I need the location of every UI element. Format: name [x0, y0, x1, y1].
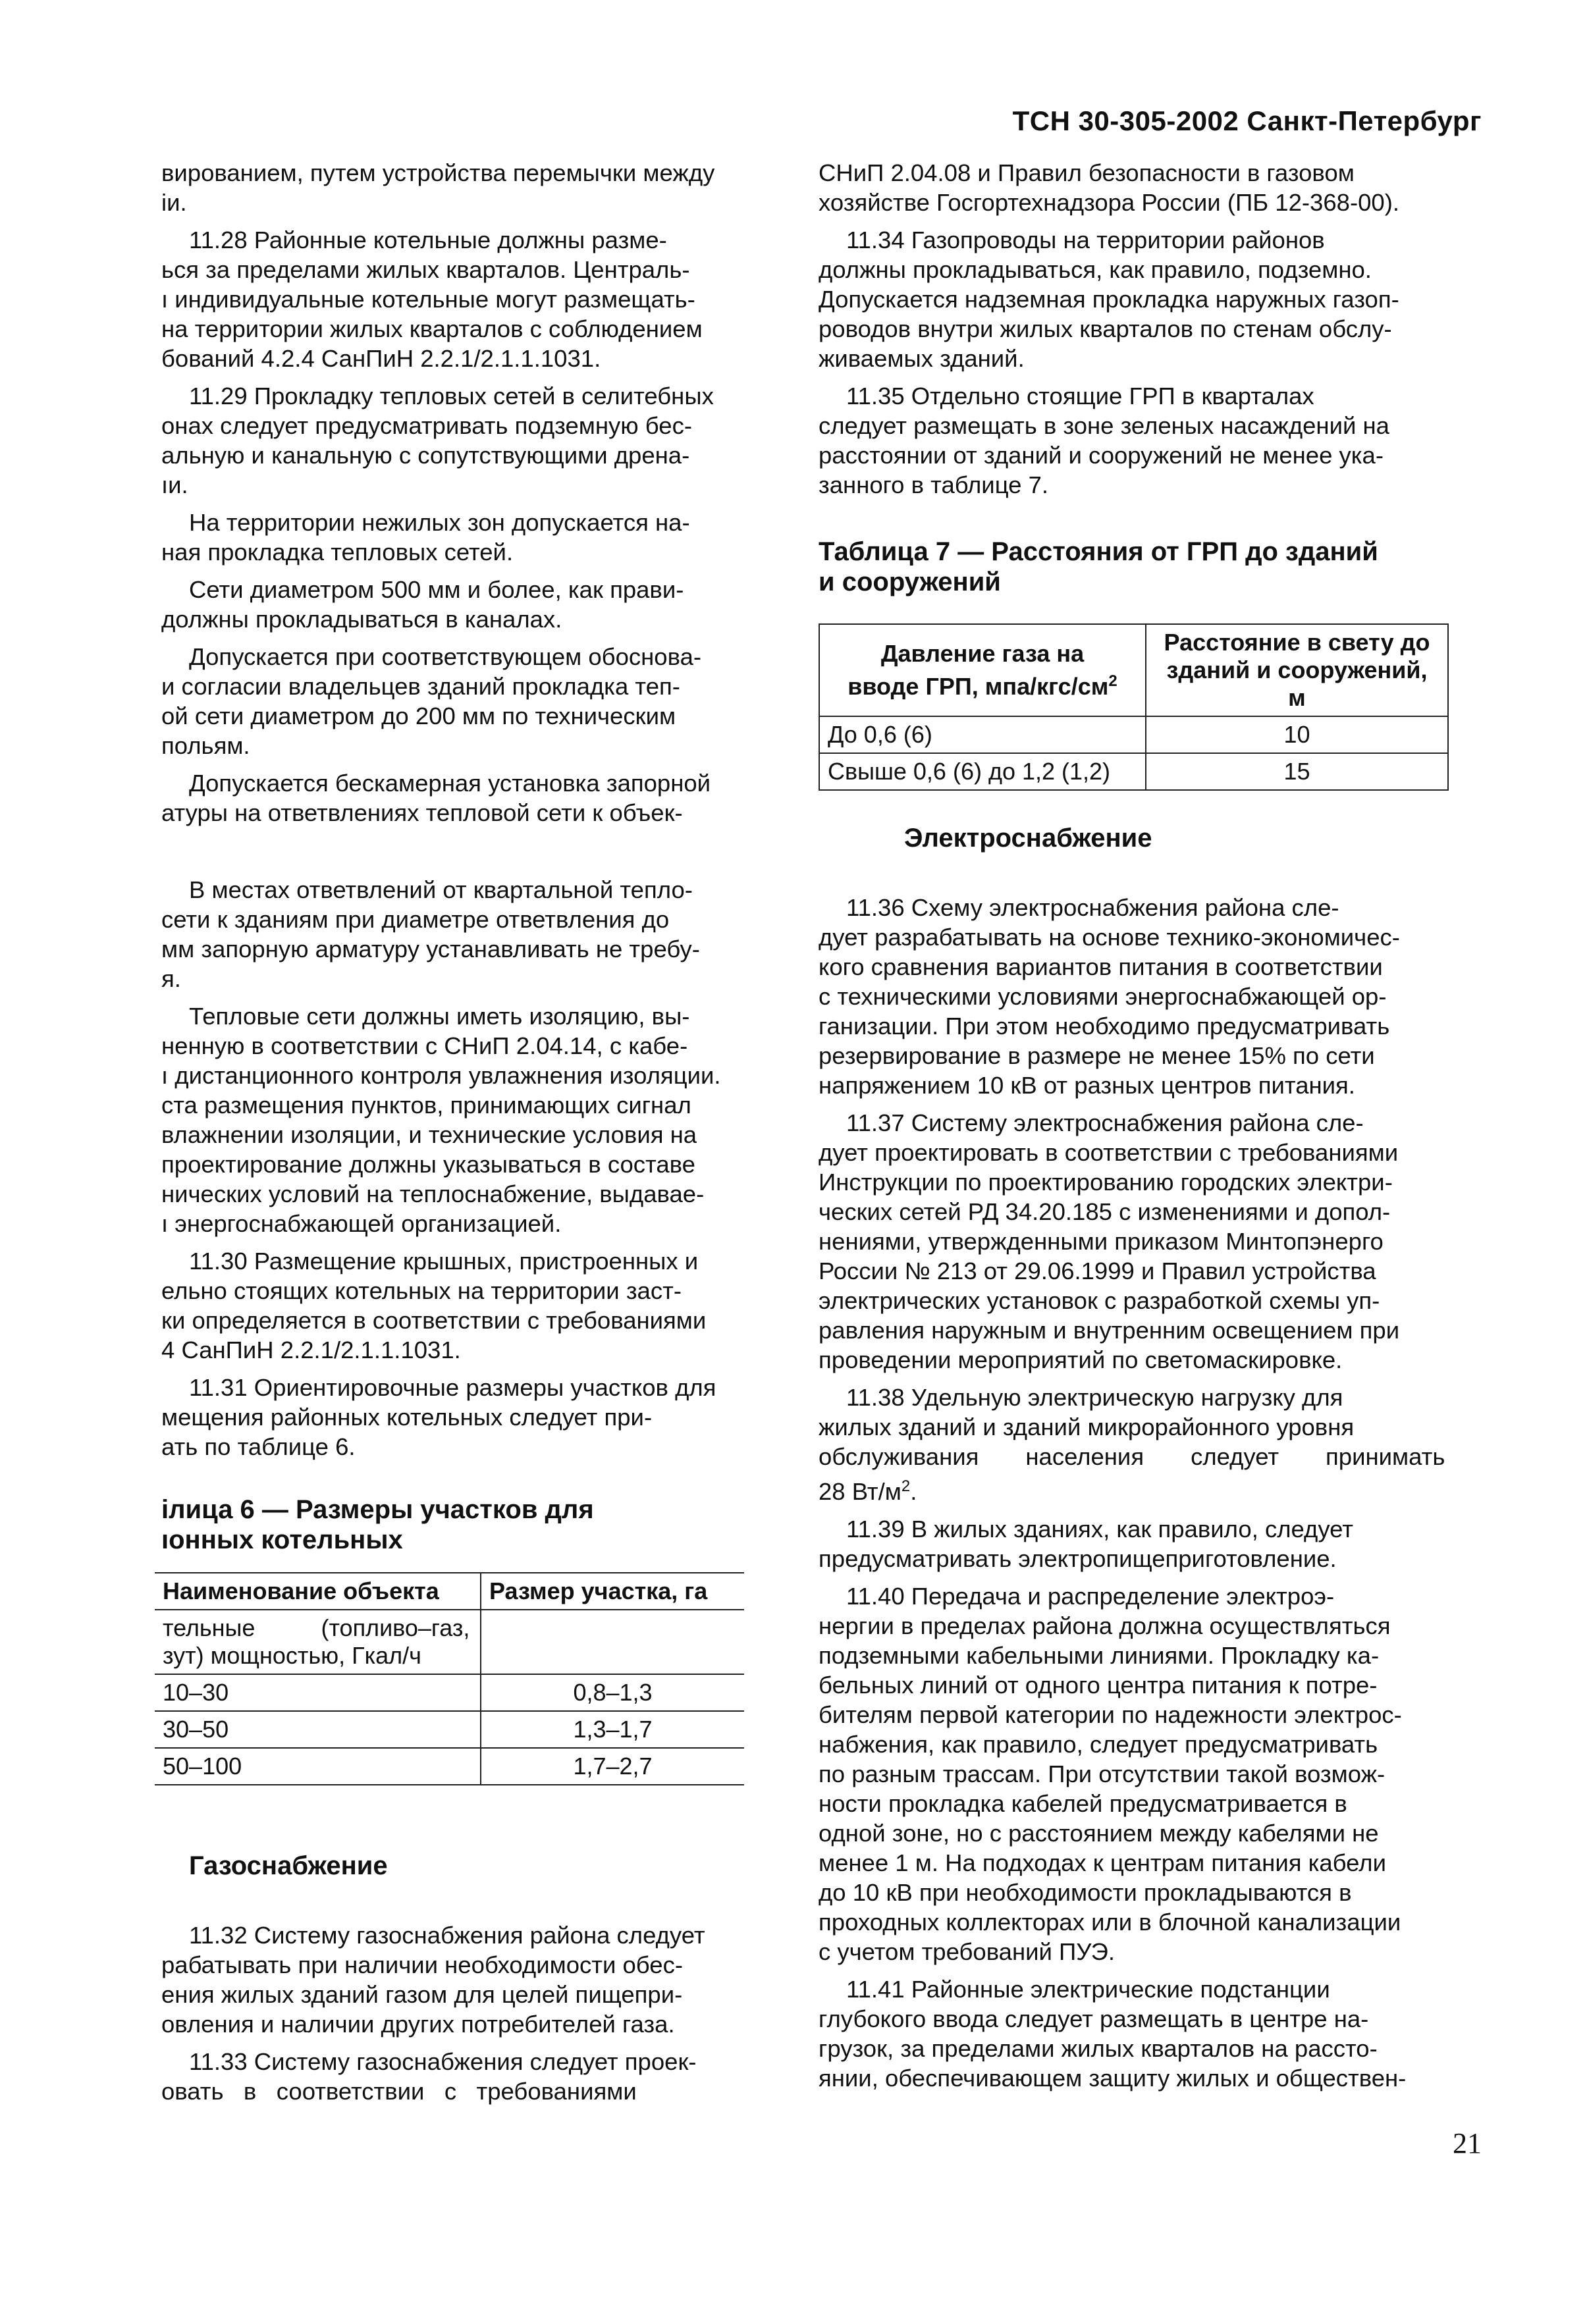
paragraph-line: России № 213 от 29.06.1999 и Правил устройства [819, 1257, 1376, 1284]
paragraph-line: и согласии владельцев зданий прокладка теп- [161, 673, 680, 700]
page-number: 21 [1453, 2127, 1482, 2159]
table7-row-distance: 10 [1146, 716, 1448, 753]
table6-row-name: 50–100 [155, 1748, 481, 1785]
paragraph-line: 11.36 Схему электроснабжения района сле- [846, 894, 1339, 921]
paragraph-line: овать в соответствии с требованиями [161, 2078, 637, 2105]
paragraph-line: Сети диаметром 500 мм и более, как прави- [189, 576, 684, 603]
paragraph [819, 158, 1451, 217]
paragraph-line: нениями, утвержденными приказом Минтопэнерго [819, 1228, 1384, 1255]
table6-header-size: Размер участка, га [481, 1573, 744, 1610]
paragraph-line: ческих сетей РД 34.20.185 с изменениями и допол- [819, 1198, 1391, 1225]
paragraph-line: я. [161, 965, 181, 992]
paragraph-line: глубокого ввода следует размещать в центре на- [819, 2005, 1369, 2033]
paragraph [161, 1373, 754, 1462]
table7-row-pressure: Свыше 0,6 (6) до 1,2 (1,2) [819, 753, 1146, 790]
paragraph-line: 4 СанПиН 2.2.1/2.1.1.1031. [161, 1336, 461, 1363]
paragraph-line: проведении мероприятий по светомаскировке. [819, 1346, 1343, 1373]
paragraph-line: 11.41 Районные электрические подстанции [846, 1976, 1330, 2003]
paragraph-line: 11.37 Систему электроснабжения района сле- [846, 1109, 1364, 1136]
paragraph-line: 11.40 Передача и распределение электроэ- [846, 1583, 1335, 1610]
paragraph [161, 575, 754, 634]
paragraph-line: роводов внутри жилых кварталов по стенам обслу- [819, 315, 1392, 342]
table7-row-pressure: До 0,6 (6) [819, 716, 1146, 753]
table6-caption [161, 1494, 754, 1555]
page-header: ТСН 30-305-2002 Санкт-Петербург [1012, 105, 1482, 136]
paragraph-line: хозяйстве Госгортехнадзора России (ПБ 12-368-00). [819, 189, 1400, 216]
table6-row-value: 1,3–1,7 [481, 1711, 744, 1748]
paragraph-line: овления и наличии других потребителей газа. [161, 2011, 675, 2038]
paragraph-line: ения жилых зданий газом для целей пищепри- [161, 1981, 683, 2008]
paragraph-line: равления наружным и внутренним освещением при [819, 1317, 1400, 1344]
paragraph-line: Допускается надземная прокладка наружных газоп- [819, 286, 1399, 313]
paragraph-line: обслуживания населения следует принимать [819, 1443, 1445, 1470]
paragraph-line: янии, обеспечивающем защиту жилых и обществен- [819, 2065, 1407, 2092]
paragraph-line: СНиП 2.04.08 и Правил безопасности в газовом [819, 159, 1355, 186]
paragraph-line: 11.34 Газопроводы на территории районов [846, 226, 1325, 253]
paragraph [819, 1108, 1451, 1375]
paragraph-line: ı дистанционного контроля увлажнения изоляции. [161, 1062, 721, 1089]
paragraph-line: ности прокладка кабелей предусматривается в [819, 1790, 1347, 1818]
paragraph-line: 11.39 В жилых зданиях, как правило, следует [846, 1516, 1353, 1543]
paragraph-line: нических условий на теплоснабжение, выдавае- [161, 1180, 705, 1207]
paragraph-line: ганизации. При этом необходимо предусматривать [819, 1013, 1390, 1040]
paragraph-line: кого сравнения вариантов питания в соответствии [819, 953, 1383, 980]
paragraph-line: ıонных котельных [161, 1525, 403, 1554]
paragraph-line: должны прокладываться, как правило, подземно. [819, 256, 1372, 283]
paragraph-line: ненную в соответствии с СНиП 2.04.14, с кабе- [161, 1032, 688, 1059]
paragraph-line: В местах ответвлений от квартальной тепло- [189, 876, 693, 903]
paragraph-line: 11.38 Удельную электрическую нагрузку для [846, 1384, 1343, 1411]
table6-empty-cell [481, 1610, 744, 1674]
paragraph [819, 1514, 1451, 1573]
paragraph-line: влажнении изоляции, и технические условия на [161, 1121, 697, 1148]
paragraph-line: 28 $Вт/м^2$. [819, 1477, 917, 1506]
paragraph-line: ı индивидуальные котельные могут размещать- [161, 286, 695, 313]
right-column [819, 158, 1451, 2093]
paragraph-line: мещения районных котельных следует при- [161, 1404, 653, 1431]
paragraph [161, 642, 754, 760]
paragraph-line: ельно стоящих котельных на территории заст- [161, 1277, 682, 1304]
paragraph-line: 11.31 Ориентировочные размеры участков для [189, 1374, 716, 1401]
paragraph-line: нергии в пределах района должна осуществляться [819, 1612, 1391, 1640]
paragraph [161, 225, 754, 373]
paragraph-line: до 10 кВ при необходимости прокладываются в [819, 1879, 1352, 1907]
paragraph [161, 1920, 754, 2039]
table7-header-distance: Расстояние в свету до зданий и сооружений, м [1146, 624, 1448, 716]
paragraph [161, 875, 754, 993]
paragraph-line: 11.28 Районные котельные должны разме- [189, 226, 667, 253]
paragraph-line: Инструкции по проектированию городских электри- [819, 1169, 1393, 1196]
paragraph-line: ıи. [161, 471, 188, 498]
paragraph-line: сети к зданиям при диаметре ответвления до [161, 906, 670, 933]
paragraph-line: ой сети диаметром до 200 мм по техническим [161, 702, 676, 729]
table6-row-value: 1,7–2,7 [481, 1748, 744, 1785]
paragraph [819, 225, 1451, 373]
paragraph-line: ки определяется в соответствии с требованиями [161, 1307, 707, 1334]
paragraph-line: бований 4.2.4 СанПиН 2.2.1/2.1.1.1031. [161, 345, 601, 372]
paragraph-line: 11.33 Систему газоснабжения следует проек- [189, 2048, 697, 2075]
paragraph-line: электрических установок с разработкой схемы уп- [819, 1287, 1380, 1314]
paragraph-line: дует разрабатывать на основе технико-экономичес- [819, 924, 1400, 951]
paragraph-line: польям. [161, 732, 250, 759]
table7-row-distance: 15 [1146, 753, 1448, 790]
paragraph-line: мм запорную арматуру устанавливать не требу- [161, 936, 700, 963]
paragraph-line: альную и канальную с сопутствующими дрена- [161, 442, 690, 469]
table7-header-pressure: Давление газа на вводе ГРП, мпа/$кгс/см^2$ [819, 624, 1146, 716]
table-6 [155, 1572, 744, 1785]
paragraph [819, 1383, 1451, 1471]
power-heading: Электроснабжение [904, 824, 1152, 853]
paragraph-line: бельных линий от одного центра питания к потре- [819, 1672, 1378, 1699]
paragraph-line: атуры на ответвлениях тепловой сети к объек- [161, 799, 683, 826]
paragraph-line: На территории нежилых зон допускается на- [189, 509, 690, 536]
paragraph-line: занного в таблице 7. [819, 471, 1049, 498]
paragraph-line: 11.32 Систему газоснабжения района следует [189, 1922, 705, 1949]
paragraph-line: Тепловые сети должны иметь изоляцию, вы- [189, 1003, 690, 1030]
paragraph-line: рабатывать при наличии необходимости обес- [161, 1951, 684, 1978]
paragraph-line: проектирование должны указываться в составе [161, 1151, 695, 1178]
paragraph-line: резервирование в размере не менее 15% по сети [819, 1042, 1375, 1069]
table6-row-value: 0,8–1,3 [481, 1674, 744, 1711]
paragraph-line: должны прокладываться в каналах. [161, 606, 562, 633]
table7-caption [819, 537, 1451, 597]
paragraph-line: вированием, путем устройства перемычки между [161, 159, 715, 186]
table-7 [819, 623, 1449, 791]
left-column [161, 158, 754, 2106]
paragraph-line: с учетом требований ПУЭ. [819, 1938, 1116, 1966]
paragraph [161, 1246, 754, 1365]
paragraph [161, 2047, 754, 2106]
table6-row-name: 10–30 [155, 1674, 481, 1711]
paragraph-line: ься за пределами жилых кварталов. Централь- [161, 256, 690, 283]
paragraph-line: расстоянии от зданий и сооружений не менее ука- [819, 442, 1384, 469]
paragraph-line: 11.35 Отдельно стоящие ГРП в кварталах [846, 383, 1314, 409]
paragraph-line: 11.30 Размещение крышных, пристроенных и [189, 1248, 699, 1275]
paragraph-line: проходных коллекторах или в блочной канализации [819, 1909, 1401, 1936]
paragraph-line: одной зоне, но с расстоянием между кабелями не [819, 1820, 1379, 1847]
paragraph-line: ать по таблице 6. [161, 1433, 356, 1460]
paragraph-line: ная прокладка тепловых сетей. [161, 539, 514, 566]
paragraph-line: Допускается при соответствующем обоснова- [189, 643, 702, 670]
table6-row-name: 30–50 [155, 1711, 481, 1748]
table6-header-name: Наименование объекта [155, 1573, 481, 1610]
paragraph [161, 1001, 754, 1238]
paragraph-line: грузок, за пределами жилых кварталов на рассто- [819, 2035, 1378, 2063]
paragraph [819, 893, 1451, 1100]
paragraph-line: ı энергоснабжающей организацией. [161, 1210, 562, 1237]
paragraph-line: ілица 6 — Размеры участков для [161, 1495, 594, 1524]
paragraph-line: менее 1 м. На подходах к центрам питания кабели [819, 1849, 1386, 1877]
paragraph-line: іи. [161, 189, 187, 216]
paragraph-line: Таблица 7 — Расстояния от ГРП до зданий [819, 537, 1378, 566]
paragraph [819, 1974, 1451, 2093]
paragraph-line: дует проектировать в соответствии с требованиями [819, 1139, 1399, 1166]
paragraph-line: по разным трассам. При отсутствии такой возмож- [819, 1760, 1385, 1788]
gas-heading: Газоснабжение [189, 1851, 388, 1880]
paragraph-line: предусматривать электропищеприготовление. [819, 1545, 1337, 1573]
paragraph-line: с техническими условиями энергоснабжающей ор- [819, 983, 1387, 1010]
paragraph [819, 381, 1451, 500]
paragraph-line: и сооружений [819, 568, 1001, 596]
paragraph-line: жилых зданий и зданий микрорайонного уровня [819, 1413, 1355, 1440]
paragraph-line: следует размещать в зоне зеленых насаждений на [819, 412, 1389, 439]
paragraph [161, 508, 754, 567]
paragraph-line: Допускается бескамерная установка запорной [189, 770, 711, 797]
paragraph-line: живаемых зданий. [819, 345, 1025, 372]
paragraph [819, 1581, 1451, 1967]
paragraph-line: напряжением 10 кВ от разных центров питания. [819, 1072, 1355, 1099]
paragraph-line: набжения, как правило, следует предусматривать [819, 1731, 1378, 1758]
paragraph-line: 11.29 Прокладку тепловых сетей в селитебных [189, 383, 714, 409]
paragraph [161, 768, 754, 828]
paragraph [161, 158, 754, 217]
paragraph-line: ста размещения пунктов, принимающих сигнал [161, 1092, 691, 1119]
paragraph [161, 381, 754, 500]
paragraph-line: на территории жилых кварталов с соблюдением [161, 315, 703, 342]
paragraph-line: бителям первой категории по надежности электрос- [819, 1701, 1402, 1729]
table6-group-cell: тельные (топливо–газ, зут) мощностью, Гкал/ч [155, 1610, 481, 1674]
paragraph-line: онах следует предусматривать подземную бес- [161, 412, 692, 439]
paragraph-line: подземными кабельными линиями. Прокладку ка- [819, 1642, 1380, 1670]
